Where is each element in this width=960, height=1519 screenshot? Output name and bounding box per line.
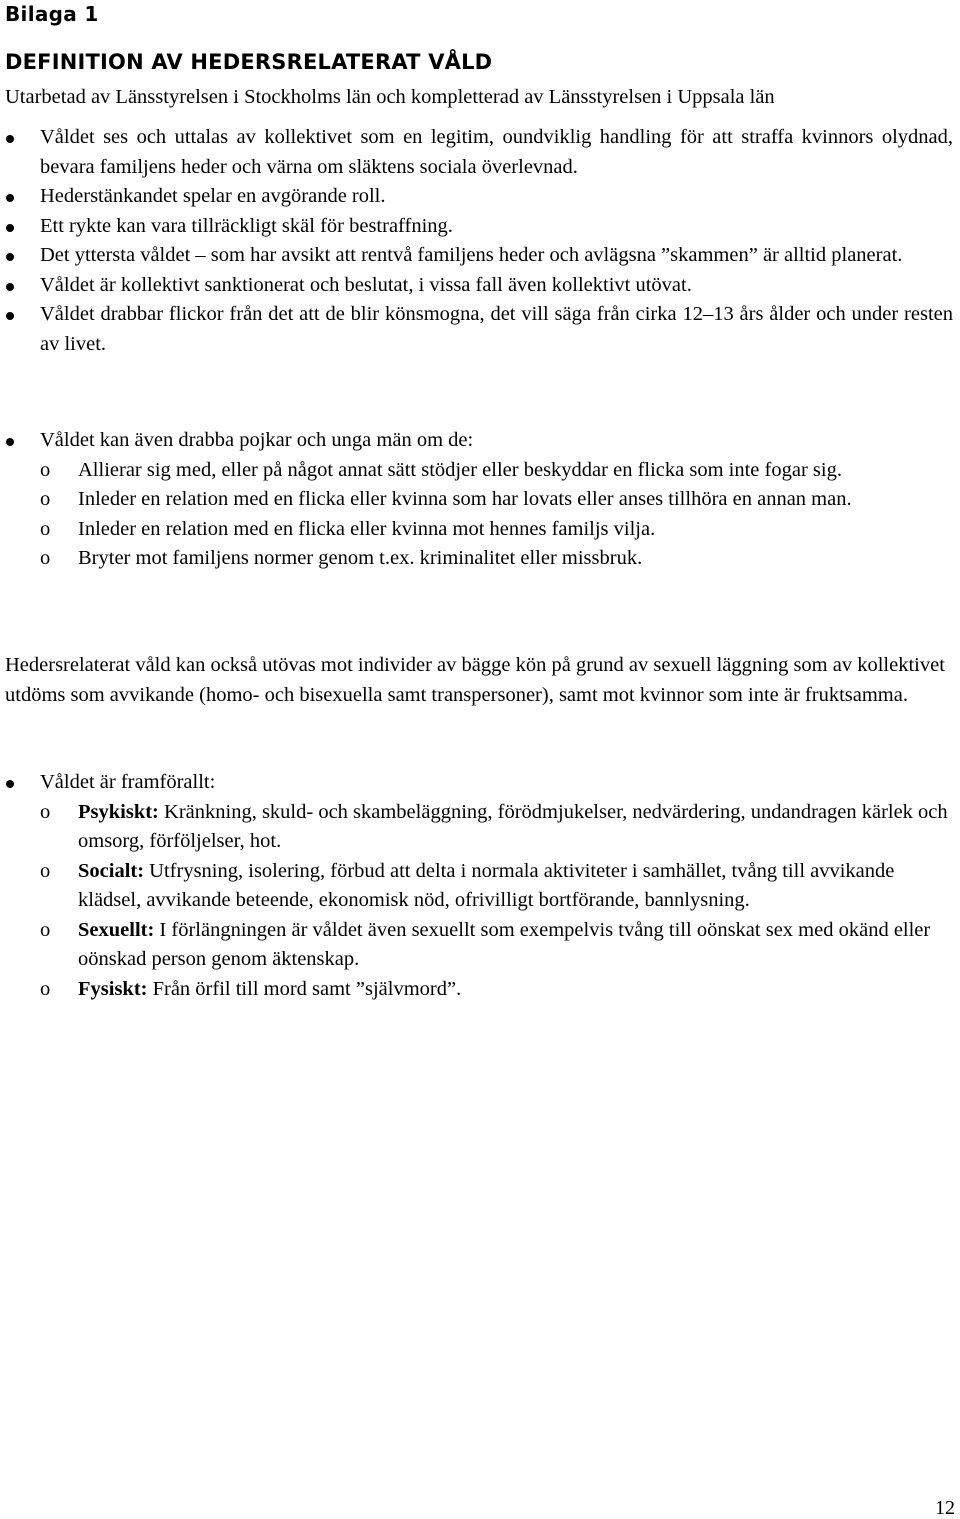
- violence-forms-intro-text: Våldet är framförallt:: [40, 771, 216, 793]
- violence-form-description: Kränkning, skuld- och skambeläggning, förödmjukelser, nedvärdering, undandragen kärlek och omsorg, förföljelser, hot.: [78, 800, 948, 852]
- document-subtitle: Utarbetad av Länsstyrelsen i Stockholms län och kompletterad av Länsstyrelsen i Uppsala län: [5, 86, 775, 108]
- violence-form-psychological: [5, 798, 953, 857]
- definition-item: Våldet drabbar flickor från det att de blir könsmogna, det vill säga från cirka 12–13 års ålder och under resten av livet.: [5, 300, 953, 359]
- boys-intro-text: Våldet kan även drabba pojkar och unga män om de:: [40, 429, 474, 451]
- paragraph-text: Hedersrelaterat våld kan också utövas mot individer av bägge kön på grund av sexuell läggning som av kollektivet utdöms som avvikande (homo- och bisexuella samt transpersoner), samt mot kvinnor som inte är fruktsamma.: [5, 654, 945, 706]
- definition-item: Det yttersta våldet – som har avsikt att rentvå familjens heder och avlägsna ”skammen” är alltid planerat.: [5, 241, 953, 271]
- definition-item: Våldet är kollektivt sanktionerat och beslutat, i vissa fall även kollektivt utövat.: [5, 271, 953, 301]
- definition-item: Ett rykte kan vara tillräckligt skäl för bestraffning.: [5, 212, 953, 242]
- boys-intro: [5, 426, 953, 456]
- violence-form-social: [5, 857, 953, 916]
- violence-form-physical: [5, 975, 953, 1005]
- violence-form-term: Fysiskt:: [78, 977, 148, 1000]
- violence-form-description: Utfrysning, isolering, förbud att delta i normala aktiviteter i samhället, tvång till avvikande klädsel, avvikande beteende, ekonomisk nöd, ofrivilligt bortförande, bannlysning.: [78, 859, 895, 911]
- boys-criterion: o Inleder en relation med en flicka eller kvinna som har lovats eller anses tillhöra en annan man.: [5, 485, 953, 515]
- appendix-label: Bilaga 1: [5, 2, 99, 26]
- violence-form-term: Socialt:: [78, 859, 145, 882]
- violence-forms-intro: [5, 768, 953, 798]
- sexual-orientation-paragraph: [5, 651, 953, 710]
- document-title: DEFINITION AV HEDERSRELATERAT VÅLD: [5, 50, 493, 74]
- violence-form-term: Psykiskt:: [78, 800, 159, 823]
- boys-criterion: o Inleder en relation med en flicka eller kvinna mot hennes familjs vilja.: [5, 515, 953, 545]
- violence-form-description: Från örfil till mord samt ”självmord”.: [147, 977, 462, 1000]
- boys-criterion: o Allierar sig med, eller på något annat sätt stödjer eller beskyddar en flicka som inte fogar sig.: [5, 456, 953, 486]
- boys-section: [5, 426, 953, 574]
- definition-item: Våldet ses och uttalas av kollektivet som en legitim, oundviklig handling för att straffa kvinnors olydnad, bevara familjens heder och värna om släktens sociala överlevnad.: [5, 123, 953, 182]
- violence-forms-section: [5, 768, 953, 1004]
- definition-list: [5, 123, 953, 359]
- boys-criterion: o Bryter mot familjens normer genom t.ex. kriminalitet eller missbruk.: [5, 544, 953, 574]
- page-number: 12: [935, 1497, 955, 1519]
- definition-item: Hederstänkandet spelar en avgörande roll.: [5, 182, 953, 212]
- violence-form-term: Sexuellt:: [78, 918, 155, 941]
- violence-form-sexual: [5, 916, 953, 975]
- violence-form-description: I förlängningen är våldet även sexuellt som exempelvis tvång till oönskat sex med okänd eller oönskad person genom äktenskap.: [78, 918, 931, 970]
